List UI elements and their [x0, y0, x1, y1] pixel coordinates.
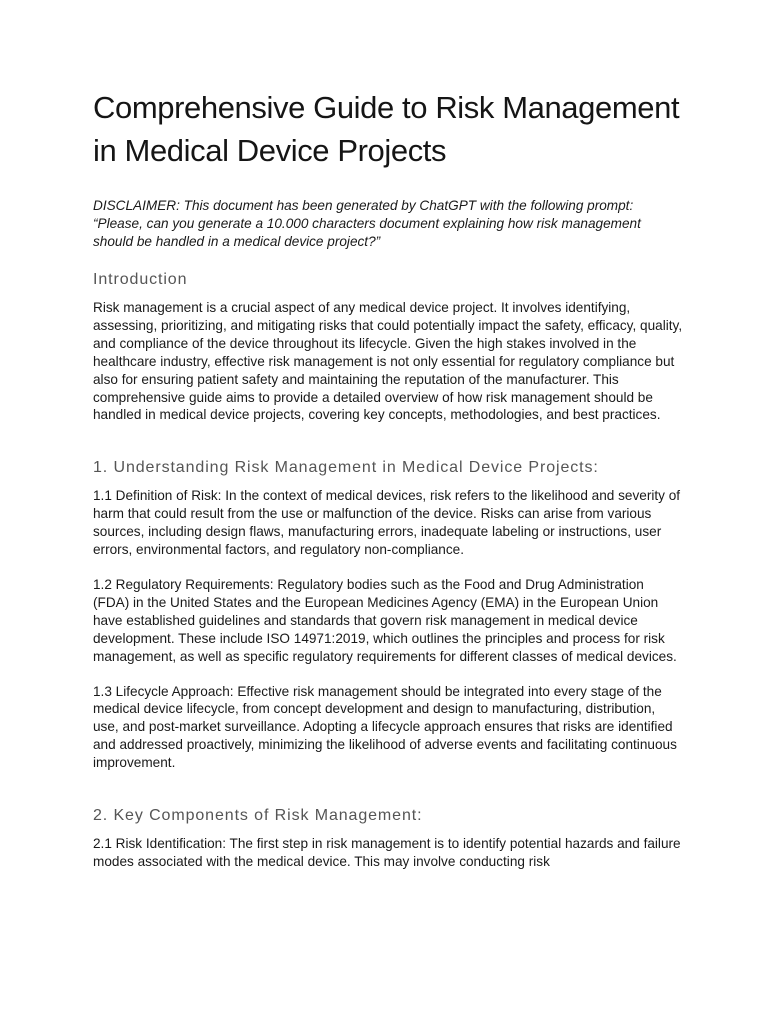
- document-page: [93, 86, 683, 871]
- introduction-heading: Introduction: [93, 271, 188, 288]
- section-1-2-paragraph: 1.2 Regulatory Requirements: Regulatory bodies such as the Food and Drug Administration (FDA) in the United States and the European Medicines Agency (EMA) in the European Union have established guidelines and standards that govern risk management in medical device development. These include ISO 14971:2019, which outlines the principles and process for risk management, as well as specific regulatory requirements for different classes of medical devices.: [93, 576, 677, 664]
- section-2-heading: 2. Key Components of Risk Management:: [93, 807, 423, 825]
- document-title: Comprehensive Guide to Risk Management in Medical Device Projects: [93, 90, 680, 168]
- section-1-3-paragraph: 1.3 Lifecycle Approach: Effective risk management should be integrated into every stage of the medical device lifecycle, from concept development and design to manufacturing, distribution, use, and post-market surveillance. Adopting a lifecycle approach ensures that risks are identified and addressed proactively, minimizing the likelihood of adverse events and facilitating continuous improvement.: [93, 683, 677, 771]
- section-1-heading: 1. Understanding Risk Management in Medical Device Projects:: [93, 459, 599, 477]
- disclaimer-text: DISCLAIMER: This document has been generated by ChatGPT with the following prompt: “Please, can you generate a 10.000 characters document explaining how risk management should be handled in a medical device project?”: [93, 198, 641, 249]
- section-1-1-paragraph: 1.1 Definition of Risk: In the context of medical devices, risk refers to the likelihood and severity of harm that could result from the use or malfunction of the device. Risks can arise from various sources, including design flaws, manufacturing errors, inadequate labeling or instructions, user errors, environmental factors, and regulatory non-compliance.: [93, 488, 681, 558]
- section-2-1-paragraph: 2.1 Risk Identification: The first step in risk management is to identify potential hazards and failure modes associated with the medical device. This may involve conducting risk: [93, 836, 681, 869]
- introduction-paragraph: Risk management is a crucial aspect of any medical device project. It involves identifying, assessing, prioritizing, and mitigating risks that could potentially impact the safety, efficacy, quality, and compliance of the device throughout its lifecycle. Given the high stakes involved in the healthcare industry, effective risk management is not only essential for regulatory compliance but also for ensuring patient safety and maintaining the reputation of the manufacturer. This comprehensive guide aims to provide a detailed overview of how risk management should be handled in medical device projects, covering key concepts, methodologies, and best practices.: [93, 300, 683, 423]
